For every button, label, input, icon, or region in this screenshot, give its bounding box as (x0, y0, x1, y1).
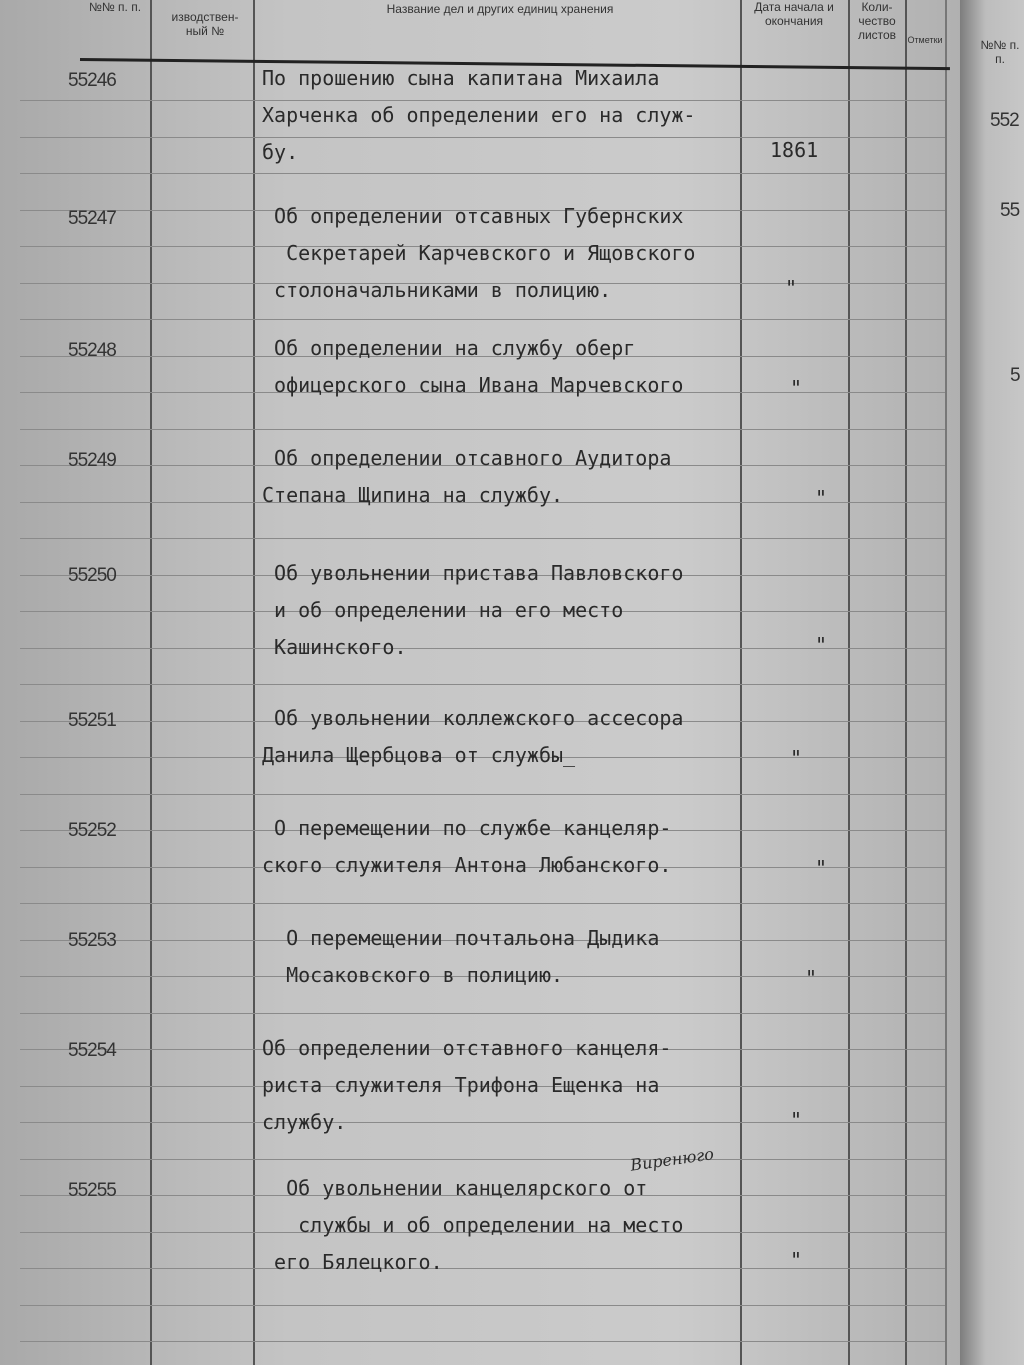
entry-number: 55247 (68, 208, 116, 229)
entry-date: " (790, 746, 803, 770)
entry-number: 55253 (68, 930, 116, 951)
ruled-line (20, 794, 945, 795)
entry-number: 55252 (68, 820, 116, 841)
right-num: 5 (1010, 365, 1020, 386)
ruled-line (20, 319, 945, 320)
right-col-header: №№ п. п. (980, 38, 1020, 66)
entry-title-line: Харченка об определении его на служ- (262, 103, 696, 127)
entry-number: 55248 (68, 340, 116, 361)
entry-number: 55250 (68, 565, 116, 586)
entry-title-line: Секретарей Карчевского и Ящовского (262, 241, 696, 265)
entry-date: " (805, 966, 818, 990)
entry-title-line: Об определении отставного канцеля- (262, 1036, 672, 1060)
entry-title-line: службы и об определении на место (262, 1213, 684, 1237)
entry-title-line: Об увольнении коллежского ассесора (262, 706, 684, 730)
handwritten-note: Виренюго (629, 1144, 716, 1175)
entry-title-line: ского служителя Антона Любанского. (262, 853, 672, 877)
ruled-line (20, 1122, 945, 1123)
header-sheets: Коли- чество листов (857, 0, 897, 42)
entry-date: " (815, 856, 828, 880)
entry-title-line: Об увольнении пристава Павловского (262, 561, 684, 585)
header-notes: Отметки (907, 35, 943, 45)
entry-date: 1861 (770, 138, 819, 162)
entry-title-line: и об определении на его место (262, 598, 624, 622)
ruled-line (20, 1013, 945, 1014)
entry-number: 55246 (68, 70, 116, 91)
ruled-line (20, 1305, 945, 1306)
right-num: 552 (990, 110, 1019, 131)
entry-title-line: Кашинского. (262, 635, 407, 659)
column-divider (740, 0, 742, 1365)
column-divider (945, 0, 947, 1365)
ruled-line (20, 429, 945, 430)
ruled-line (20, 1268, 945, 1269)
entry-date: " (785, 276, 798, 300)
entry-title-line: Об определении на службу оберг (262, 336, 636, 360)
header-num: №№ п. п. (88, 0, 142, 14)
ruled-line (20, 173, 945, 174)
entry-date: " (815, 486, 828, 510)
entry-title-line: Мосаковского в полицию. (262, 963, 564, 987)
ruled-line (20, 684, 945, 685)
ruled-line (20, 903, 945, 904)
entry-title-line: Об определении отсавных Губернских (262, 204, 684, 228)
entry-title-line: По прошению сына капитана Михаила (262, 66, 660, 90)
entry-title-line: Об увольнении канцелярского от (262, 1176, 648, 1200)
entry-title-line: офицерского сына Ивана Марчевского (262, 373, 684, 397)
entry-number: 55254 (68, 1040, 116, 1061)
entry-title-line: О перемещении почтальона Дыдика (262, 926, 660, 950)
column-divider (848, 0, 850, 1365)
entry-title-line: столоначальниками в полицию. (262, 278, 612, 302)
entry-title-line: его Бялецкого. (262, 1250, 443, 1274)
ruled-line (20, 538, 945, 539)
header-title: Название дел и других единиц хранения (386, 2, 614, 16)
entry-number: 55251 (68, 710, 116, 731)
entry-date: " (790, 1108, 803, 1132)
entry-title-line: Степана Щипина на службу. (262, 483, 564, 507)
right-num: 55 (1000, 200, 1020, 221)
entry-date: " (790, 376, 803, 400)
entry-title-line: риста служителя Трифона Ещенка на (262, 1073, 660, 1097)
entry-title-line: бу. (262, 140, 299, 164)
ruled-line (20, 648, 945, 649)
entry-title-line: Об определении отсавного Аудитора (262, 446, 672, 470)
entry-title-line: Данила Щербцова от службы_ (262, 743, 576, 767)
column-divider (150, 0, 152, 1365)
ruled-line (20, 1159, 945, 1160)
adjacent-page (960, 0, 1024, 1365)
entry-date: " (815, 633, 828, 657)
entry-title-line: службу. (262, 1110, 347, 1134)
header-prod-num: изводствен- ный № (171, 10, 239, 38)
ruled-line (20, 1341, 945, 1342)
header-dates: Дата начала и окончания (754, 0, 834, 28)
entry-title-line: О перемещении по службе канцеляр- (262, 816, 672, 840)
entry-date: " (790, 1248, 803, 1272)
column-divider (905, 0, 907, 1365)
entry-number: 55249 (68, 450, 116, 471)
entry-number: 55255 (68, 1180, 116, 1201)
column-divider (253, 0, 255, 1365)
